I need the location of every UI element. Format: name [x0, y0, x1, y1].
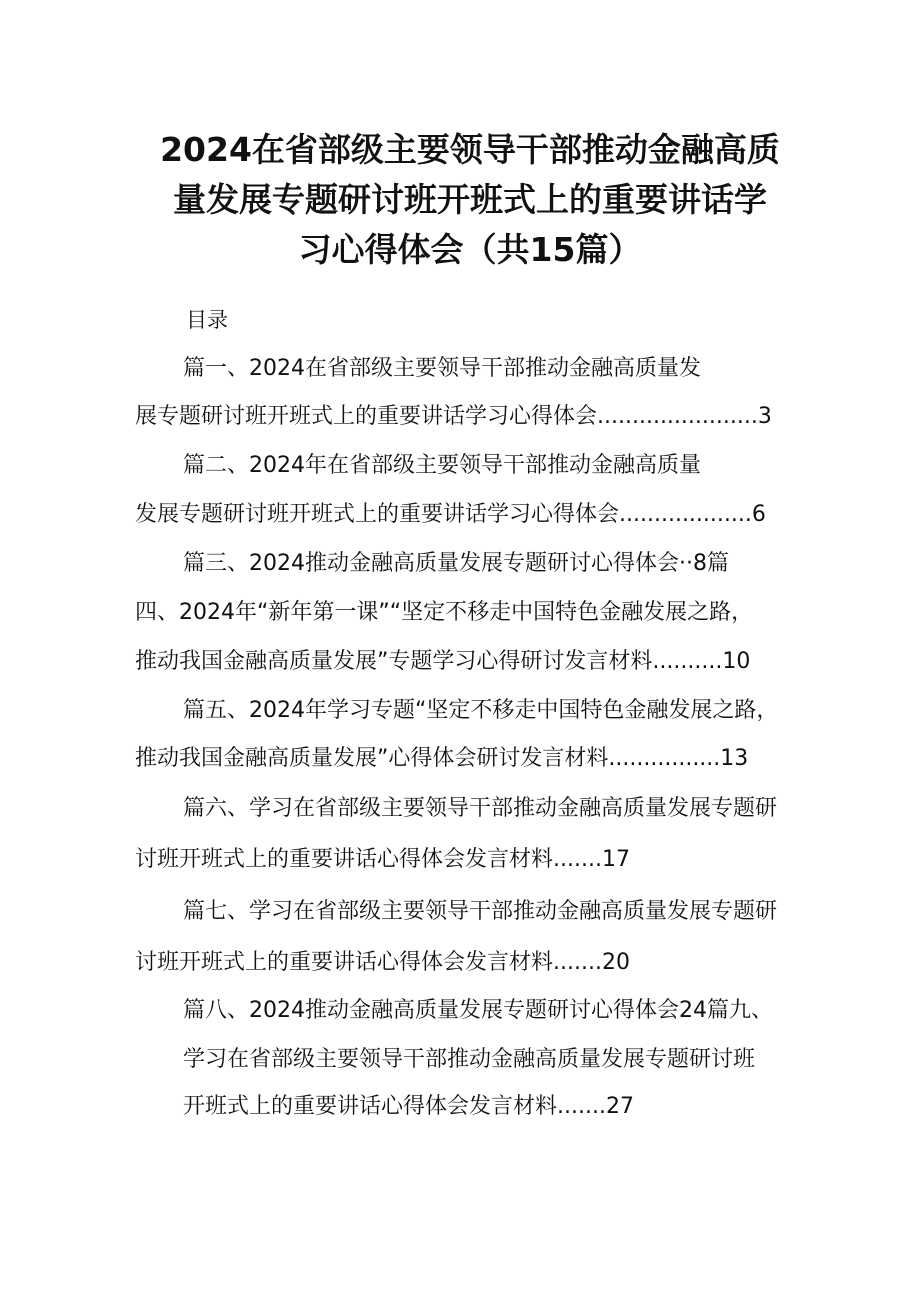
toc-entry-4-line-2[interactable]: 推动我国金融高质量发展”专题学习心得研讨发言材料..........10 [135, 649, 751, 674]
toc-entry-7-line-1[interactable]: 篇七、学习在省部级主要领导干部推动金融高质量发展专题研 [183, 899, 778, 924]
page-title-line-1: 2024在省部级主要领导干部推动金融高质 [160, 130, 780, 169]
toc-entry-2-line-1[interactable]: 篇二、2024年在省部级主要领导干部推动金融高质量 [183, 453, 701, 478]
page-title-line-2: 量发展专题研讨班开班式上的重要讲话学 [173, 180, 767, 219]
toc-entry-8-line-1[interactable]: 篇八、2024推动金融高质量发展专题研讨心得体会24篇九、 [183, 998, 773, 1023]
toc-entry-6-line-1[interactable]: 篇六、学习在省部级主要领导干部推动金融高质量发展专题研 [183, 796, 778, 821]
toc-heading: 目录 [186, 308, 228, 332]
toc-entry-6-line-2[interactable]: 讨班开班式上的重要讲话心得体会发言材料.......17 [135, 847, 630, 872]
page-title-line-3: 习心得体会（共15篇） [298, 230, 642, 269]
toc-entry-5-line-1[interactable]: 篇五、2024年学习专题“坚定不移走中国特色金融发展之路， [183, 698, 779, 723]
toc-entry-2-line-2[interactable]: 发展专题研讨班开班式上的重要讲话学习心得体会...................6 [135, 502, 766, 527]
toc-entry-1-line-2[interactable]: 展专题研讨班开班式上的重要讲话学习心得体会.......................3 [135, 404, 772, 429]
toc-entry-5-line-2[interactable]: 推动我国金融高质量发展”心得体会研讨发言材料................13 [135, 746, 749, 771]
toc-entry-9-line-1[interactable]: 学习在省部级主要领导干部推动金融高质量发展专题研讨班 [183, 1047, 756, 1072]
toc-entry-3-line-1[interactable]: 篇三、2024推动金融高质量发展专题研讨心得体会··8篇 [183, 551, 729, 576]
toc-entry-9-line-2[interactable]: 开班式上的重要讲话心得体会发言材料.......27 [183, 1094, 634, 1119]
toc-entry-7-line-2[interactable]: 讨班开班式上的重要讲话心得体会发言材料.......20 [135, 950, 630, 975]
toc-entry-1-line-1[interactable]: 篇一、2024在省部级主要领导干部推动金融高质量发 [183, 356, 701, 381]
toc-entry-4-line-1[interactable]: 四、2024年“新年第一课”“坚定不移走中国特色金融发展之路， [135, 600, 754, 625]
